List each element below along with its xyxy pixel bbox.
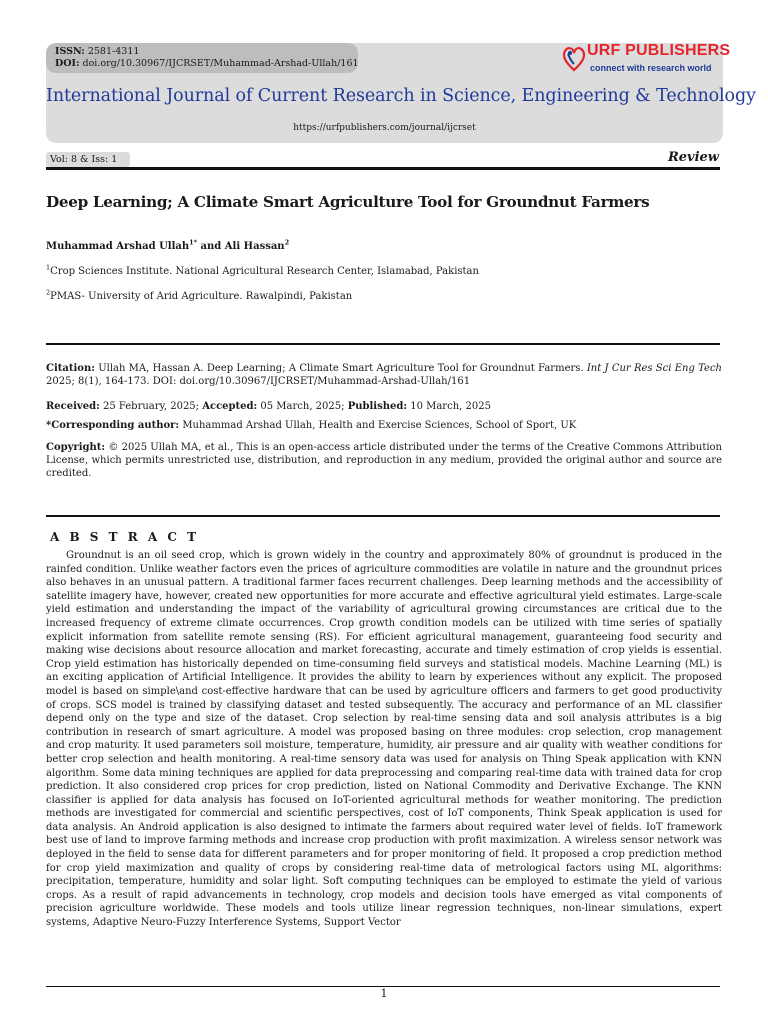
page-number: 1 [380,987,388,1000]
abstract-heading: A B S T R A C T [50,530,200,544]
author-2: Ali Hassan [224,241,285,252]
volume-issue-badge: Vol: 8 & Iss: 1 [46,152,130,167]
author-line: Muhammad Arshad Ullah$^{1*}$ and Ali Hassan$^2$ [46,238,290,252]
dates-line: Received: 25 February, 2025; Accepted: 05 March, 2025; Published: 10 March, 2025 [46,401,491,412]
abstract-text: Groundnut is an oil seed crop, which is grown widely in the country and approximately 80% of groundnut is produced in the rainfed condition. Unlike weather factors even the prices of agriculture commodities are volatile in nature and the groundnut prices also behaves in an unusual pattern. A traditional farmer faces recurrent challenges. Deep learning methods and the accessibility of satellite imagery have, however, created new opportunities for more accurate and effective agricultural yield estimates. Large-scale yield estimation and understanding the impact of the variability of agricultural growing circumstances are critical due to the increased frequency of extreme climate occurrences. Crop growth condition models can be utilized with time series of spatially explicit information from satellite remote sensing (RS). For efficient agricultural management, guaranteeing food security and making wise decisions about resource allocation and market forecasting, accurate and timely estimation of crop yields is essential. Crop yield estimation has historically depended on time-consuming field surveys and statistical models. Machine Learning (ML) is an exciting application of Artificial Intelligence. It provides the ability to learn by experiences without any explicit. The proposed model is based on simple\and cost-effective hardware that can be used by agriculture officers and farmers to get good productivity of crops. SCS model is trained by classifying dataset and tested subsequently. The accuracy and performance of an ML classifier depend only on the type and size of the dataset. Crop selection by real-time sensing data and soil analysis attributes is a big contribution in research of smart agriculture. A model was proposed basing on three modules: crop selection, crop management and crop maturity. It used parameters soil moisture, temperature, humidity, air pressure and air quality with weather conditions for better crop selection and health monitoring. A real-time sensory data was used for analysis on Thing Speak application with KNN algorithm. Some data mining techniques are applied for data preprocessing and comparing real-time data with trained data for crop prediction. It also considered crop prices for crop prediction, listed on National Commodity and Derivative Exchange. The KNN classifier is applied for data analysis has focused on IoT-oriented agricultural methods for weather monitoring. The prediction methods are investigated for commercial and scientific perspectives, cost of IoT components, Think Speak application is used for data analysis. An Android application is also designed to intimate the farmers about required water level of fields. IoT framework best use of land to improve farming methods and increase crop production with profit maximization. A wireless sensor network was deployed in the field to sense data for different parameters and for proper monitoring of field. It proposed a crop prediction method for crop yield maximization and quality of crops by considering real-time data of metrological factors using ML algorithms: precipitation, temperature, humidity and solar light. Soft computing techniques can be employed to estimate the yield of various crops. As a result of rapid advancements in technology, crop models and decision tools have emerged as vital components of precision agriculture worldwide. These models and tools utilize linear regression techniques, non-linear simulations, expert systems, Adaptive Neuro-Fuzzy Interference Systems, Support Vector [46,550,722,929]
doi-link[interactable]: doi.org/10.30967/IJCRSET/Muhammad-Arshad-Ullah/161 [82,58,359,69]
journal-url[interactable]: https://urfpublishers.com/journal/ijcrset [293,123,476,133]
article-type-label: Review [667,150,719,165]
abstract-divider [46,515,720,517]
doi-line: DOI: doi.org/10.30967/IJCRSET/Muhammad-Arshad-Ullah/161 [55,58,359,69]
header-divider [46,167,720,170]
affiliation-2: $^2$PMAS- University of Arid Agriculture. Rawalpindi, Pakistan [46,288,353,302]
issn-line: ISSN: 2581-4311 [55,46,140,57]
affiliation-1: $^1$Crop Sciences Institute. National Agricultural Research Center, Islamabad, Pakistan [46,263,479,277]
author-1: Muhammad Arshad Ullah [46,241,190,252]
publisher-logo [561,42,731,78]
citation-block: Citation: Ullah MA, Hassan A. Deep Learning; A Climate Smart Agriculture Tool for Groundnut Farmers. Int J Cur Res Sci Eng Tech 2025; 8(1), 164-173. DOI: doi.org/10.30967/IJCRSET/Muhammad-Arshad-Ullah/161 [46,363,722,387]
publisher-logo-icon [561,44,587,72]
meta-divider-top [46,343,720,345]
article-title: Deep Learning; A Climate Smart Agriculture Tool for Groundnut Farmers [46,193,650,211]
publisher-name: URF PUBLISHERS [587,42,731,59]
copyright-block: Copyright: © 2025 Ullah MA, et al., This is an open-access article distributed under the terms of the Creative Commons Attribution License, which permits unrestricted use, distribution, and reproduction in any medium, provided the original author and source are credited. [46,442,722,479]
publisher-tagline: connect with research world [590,63,712,73]
corresponding-author: *Corresponding author: Muhammad Arshad Ullah, Health and Exercise Sciences, School of Sport, UK [46,420,577,431]
journal-title: International Journal of Current Research in Science, Engineering & Technology [46,86,756,106]
issn-value: 2581-4311 [87,46,140,57]
